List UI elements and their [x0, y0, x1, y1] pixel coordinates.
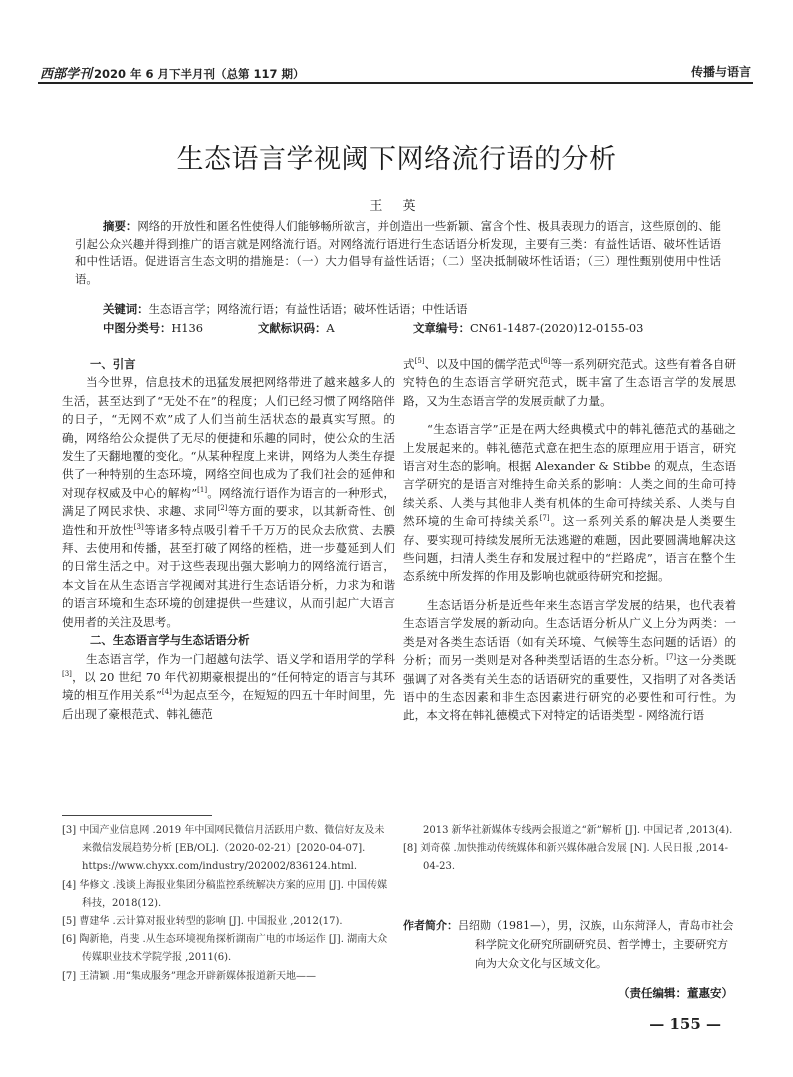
left-column [62, 355, 395, 723]
keywords-text: 生态语言学；网络流行语；有益性话语；破坏性话语；中性话语 [148, 302, 468, 316]
citation: [5] [414, 357, 425, 366]
citation: [3] [62, 670, 72, 679]
doc-value: A [326, 321, 335, 335]
reference-item: [5] 曹建华 .云计算对报业转型的影响 [J]. 中国报业 ,2012(17). [62, 916, 343, 928]
references-right [403, 822, 735, 877]
citation: [7] [539, 514, 550, 523]
reference-item: [7] 王清颖 .用“集成服务”理念开辟新媒体报道新天地—— [62, 970, 316, 982]
reference-item: [4] 华修文 .浅谈上海报业集团分稿监控系统解决方案的应用 [J]. 中国传媒科技，2018(12). [62, 879, 388, 909]
footnote-rule [62, 815, 212, 816]
reference-item: [3] 中国产业信息网 .2019 年中国网民微信月活跃用户数、微信好友及未来微信发展趋势分析 [EB/OL].（2020-02-21）[2020-04-07]. [62, 825, 385, 855]
page-number: — 155 — [649, 1015, 721, 1033]
clc-value: H136 [171, 321, 204, 335]
article-value: CN61-1487-(2020)12-0155-03 [469, 321, 644, 335]
article-label: 文章编号： [413, 321, 470, 335]
section-name: 传播与语言 [690, 65, 751, 79]
abstract [75, 218, 721, 288]
article-number [413, 320, 643, 336]
paragraph: 当今世界，信息技术的迅猛发展把网络带进了越来越多人的生活，甚至达到了“无处不在”的程度；人们已经习惯了网络陪伴的日子，“无网不欢”成了人们当前生活状态的最真实写照。的确，网络给公众提供了无尽的便捷和乐趣的同时，使公众的生活发生了天翻地覆的变化。“从某种程度上来讲，网络为人类生存提供了一种特别的生态环境，网络空间也成为了我们社会的延伸和对现存权威及中心的解构”[1]。网络流行语作为语言的一种形式，满足了网民求快、求趣、求同[2]等方面的要求，以其新奇性、创造性和开放性[3]等诸多特点吸引着千千万万的民众去欣赏、去膜拜、去使用和传播，甚至打破了网络的桎梏，进一步蔓延到人们的日常生活之中。对于这些表现出强大影响力的网络流行语言，本文旨在从生态语言学视阈对其进行生态话语分析，力求为和谐的语言环境和生态环境的创建提供一些建议，从而引起广大语言使用者的关注及思考。 [62, 375, 395, 629]
citation: [1] [197, 485, 208, 494]
keywords-label: 关键词： [103, 302, 149, 316]
section-heading: 二、生态语言学与生态话语分析 [90, 633, 250, 648]
citation: [7] [666, 653, 677, 662]
references-left [62, 822, 394, 986]
reference-url: https://www.chyxx.com/industry/202002/836124.html. [82, 861, 358, 873]
citation: [6] [540, 357, 551, 366]
right-column [403, 355, 736, 725]
citation: [3] [133, 522, 144, 531]
clc-number [103, 320, 203, 336]
keywords [103, 301, 468, 317]
journal-logo: 西部学刊 [40, 67, 93, 82]
author-name: 王 英 [369, 199, 424, 214]
abstract-label: 摘要： [103, 219, 138, 233]
bio-text: 吕绍勋（1981—），男，汉族，山东菏泽人，青岛市社会科学院文化研究所副研究员、哲学博士，主要研究方向为大众文化与区域文化。 [458, 919, 734, 970]
bio-label: 作者简介： [403, 919, 458, 932]
article-title: 生态语言学视阈下网络流行语的分析 [176, 144, 617, 175]
paragraph: 式[5]、以及中国的儒学范式[6]等一系列研究范式。这些有着各自研究特色的生态语言学研究范式，既丰富了生态语言学的发展思路，又为生态语言学的发展贡献了力量。 [403, 357, 736, 408]
header-rule [38, 82, 753, 84]
paragraph: 生态语言学，作为一门超越句法学、语义学和语用学的学科[3]，以 20 世纪 70 年代初期豪根提出的“任何特定的语言与其环境的相互作用关系”[4]为起点至今，在短短的四五十年时间里，先后出现了豪根范式、韩礼德范 [62, 651, 395, 721]
abstract-text: 网络的开放性和匿名性使得人们能够畅所欲言，并创造出一些新颖、富含个性、极具表现力的语言，这些原创的、能引起公众兴趣并得到推广的语言就是网络流行语。对网络流行语进行生态话语分析发现，主要有三类：有益性话语、破坏性话语和中性话语。促进语言生态文明的措施是：（一）大力倡导有益性话语；（二）坚决抵制破坏性话语；（三）理性甄别使用中性话语。 [75, 219, 721, 286]
citation: [4] [161, 688, 172, 697]
responsible-editor: （责任编辑：董惠安） [618, 986, 733, 1000]
section-heading: 一、引言 [90, 357, 136, 371]
paragraph: “生态语言学”正是在两大经典模式中的韩礼德范式的基础之上发展起来的。韩礼德范式意在把生态的原理应用于语言，研究语言对生态的影响。根据 Alexander & Stibbe 的观点，生态语言学研究的是语言对维持生命关系的影响：人类之间的生命可持续关系、人类与其他非人类有机体的生命可持续关系、人类与自然环境的生命可持续关系[7]。这一系列关系的解决是人类要生存、要实现可持续发展所无法逃避的难题，因此要圆满地解决这些问题，扫清人类生存和发展过程中的“拦路虎”，语言在整个生态系统中所发挥的作用及影响也就亟待研究和挖掘。 [403, 422, 736, 584]
citation: [2] [217, 504, 228, 513]
doc-label: 文献标识码： [258, 321, 327, 335]
issue-info: 2020 年 6 月下半月刊（总第 117 期） [94, 67, 305, 81]
clc-label: 中图分类号： [103, 321, 172, 335]
document-code [258, 320, 335, 336]
reference-item: [8] 刘奇葆 .加快推动传统媒体和新兴媒体融合发展 [N]. 人民日报 ,2014-04-23. [403, 843, 728, 873]
running-header-left [40, 63, 305, 82]
reference-item: [6] 陶新艳，肖斐 .从生态环境视角探析湖南广电的市场运作 [J]. 湖南大众传媒职业技术学院学报 ,2011(6). [62, 934, 388, 964]
author-bio [403, 916, 735, 973]
reference-continuation: 2013 新华社新媒体专线两会报道之“新”解析 [J]. 中国记者 ,2013(4). [423, 825, 733, 836]
paragraph: 生态话语分析是近些年来生态语言学发展的结果，也代表着生态语言学发展的新动向。生态话语分析从广义上分为两类：一类是对各类生态话语（如有关环境、气候等生态问题的话语）的分析；而另一类则是对各种类型话语的生态分析。[7]这一分类既强调了对各类有关生态的话语研究的重要性，又指明了对各类话语中的生态因素和非生态因素进行研究的必要性和可行性。为此，本文将在韩礼德模式下对特定的话语类型 - 网络流行语 [403, 597, 736, 723]
